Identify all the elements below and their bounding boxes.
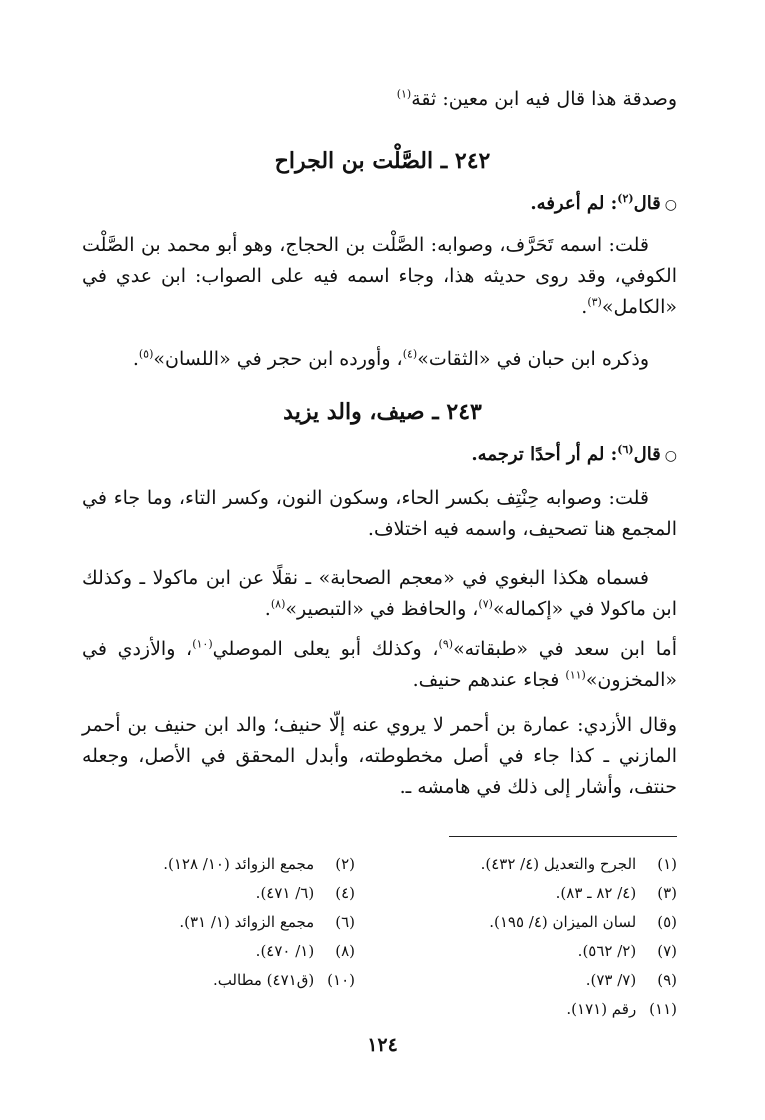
paragraph-salt (82, 230, 677, 323)
footnote-item: (٨) (١/ ٤٧٠). (255, 942, 355, 960)
text: ، وكذلك أبو يعلى الموصلي (212, 638, 439, 660)
footnote-ref: (٩) (438, 637, 454, 651)
text: ، وأورده ابن حجر في «اللسان» (153, 348, 403, 370)
entry-heading-242: ٢٤٢ ـ الصَّلْت بن الجراح (274, 148, 491, 174)
text: فجاء عندهم حنيف. (412, 669, 566, 691)
text: قال (633, 193, 661, 214)
text: قلت: وصوابه حِنْتِف بكسر الحاء، وسكون النون، وكسر التاء، وما جاء في المجمع هنا تصحيف، واسمه فيه اختلاف. (82, 487, 677, 540)
footnote-item: (١٠) (ق٤٧١) مطالب. (212, 971, 355, 989)
text: أما ابن سعد في «طبقاته» (453, 638, 677, 660)
footnote-item: (٤) (٦/ ٤٧١). (255, 884, 355, 902)
paragraph-hintif (82, 483, 677, 545)
footnote-ref: (١) (396, 87, 412, 101)
footnote-ref: (٢) (617, 192, 634, 205)
text: وذكره ابن حبان في «الثقات» (417, 348, 649, 370)
footnote-ref: (٤) (402, 347, 418, 361)
paragraph-sadaqa (82, 84, 677, 115)
paragraph-ibn-saad (82, 634, 677, 696)
text: ، والحافظ في «التبصير» (285, 598, 479, 620)
text: : لم أعرفه. (530, 193, 618, 214)
footnote-item: (١) الجرح والتعديل (٤/ ٤٣٢). (480, 855, 677, 873)
footnote-item: (٧) (٢/ ٥٦٢). (577, 942, 677, 960)
footnote-divider (449, 836, 677, 837)
footnote-ref: (٨) (270, 597, 286, 611)
footnote-item: (٢) مجمع الزوائد (١٠/ ١٢٨). (163, 855, 355, 873)
footnote-ref: (٦) (617, 443, 634, 456)
text: . (132, 348, 139, 370)
footnote-ref: (١٠) (192, 637, 213, 651)
paragraph-baghawi (82, 563, 677, 625)
bullet-icon: ○ (664, 197, 677, 213)
text: ، والأزدي في «المخزون» (82, 638, 677, 691)
text: . (581, 296, 588, 318)
footnote-item: (٣) (٤/ ٨٢ ـ ٨٣). (555, 884, 677, 902)
entry-heading-243: ٢٤٣ ـ صيف، والد يزيد (283, 399, 482, 425)
footnote-ref: (٥) (138, 347, 154, 361)
paragraph-ibn-hibban (82, 344, 677, 375)
footnote-item: (٩) (٧/ ٧٣). (585, 971, 677, 989)
bullet-icon: ○ (664, 448, 677, 464)
footnote-item: (١١) رقم (١٧١). (566, 1000, 677, 1018)
page-number: ١٢٤ (367, 1034, 398, 1056)
text: قلت: اسمه تَحَرَّف، وصوابه: الصَّلْت بن الحجاج، وهو أبو محمد بن الصَّلْت الكوفي، وقد روى حديثه هذا، وجاء اسمه فيه على الصواب: ابن عدي في «الكامل» (82, 234, 677, 318)
paragraph-azdi (82, 710, 677, 803)
text: وصدقة هذا قال فيه ابن معين: ثقة (411, 88, 677, 110)
quote-line-243 (82, 444, 677, 465)
text: : لم أر أحدًا ترجمه. (471, 444, 618, 465)
quote-line-242 (82, 193, 677, 214)
footnotes-left-column (163, 850, 355, 995)
text: . (264, 598, 271, 620)
text: وقال الأزدي: عمارة بن أحمر لا يروي عنه إلّا حنيف؛ والد ابن حنيف بن أحمر المازني ـ كذا جاء في أصل مخطوطته، وأبدل المحقق في الأصل، وجعله حنتف، وأشار إلى ذلك في هامشه ـ. (82, 714, 677, 798)
footnote-ref: (٣) (587, 295, 602, 309)
footnotes-right-column (481, 850, 677, 1024)
footnote-item: (٥) لسان الميزان (٤/ ١٩٥). (489, 913, 677, 931)
footnote-ref: (١١) (565, 668, 586, 682)
text: قال (633, 444, 661, 465)
footnote-item: (٦) مجمع الزوائد (١/ ٣١). (179, 913, 355, 931)
footnote-ref: (٧) (478, 597, 493, 611)
text: فسماه هكذا البغوي في «معجم الصحابة» ـ نقلًا عن ابن ماكولا ـ وكذلك ابن ماكولا في «إكماله» (82, 567, 677, 620)
